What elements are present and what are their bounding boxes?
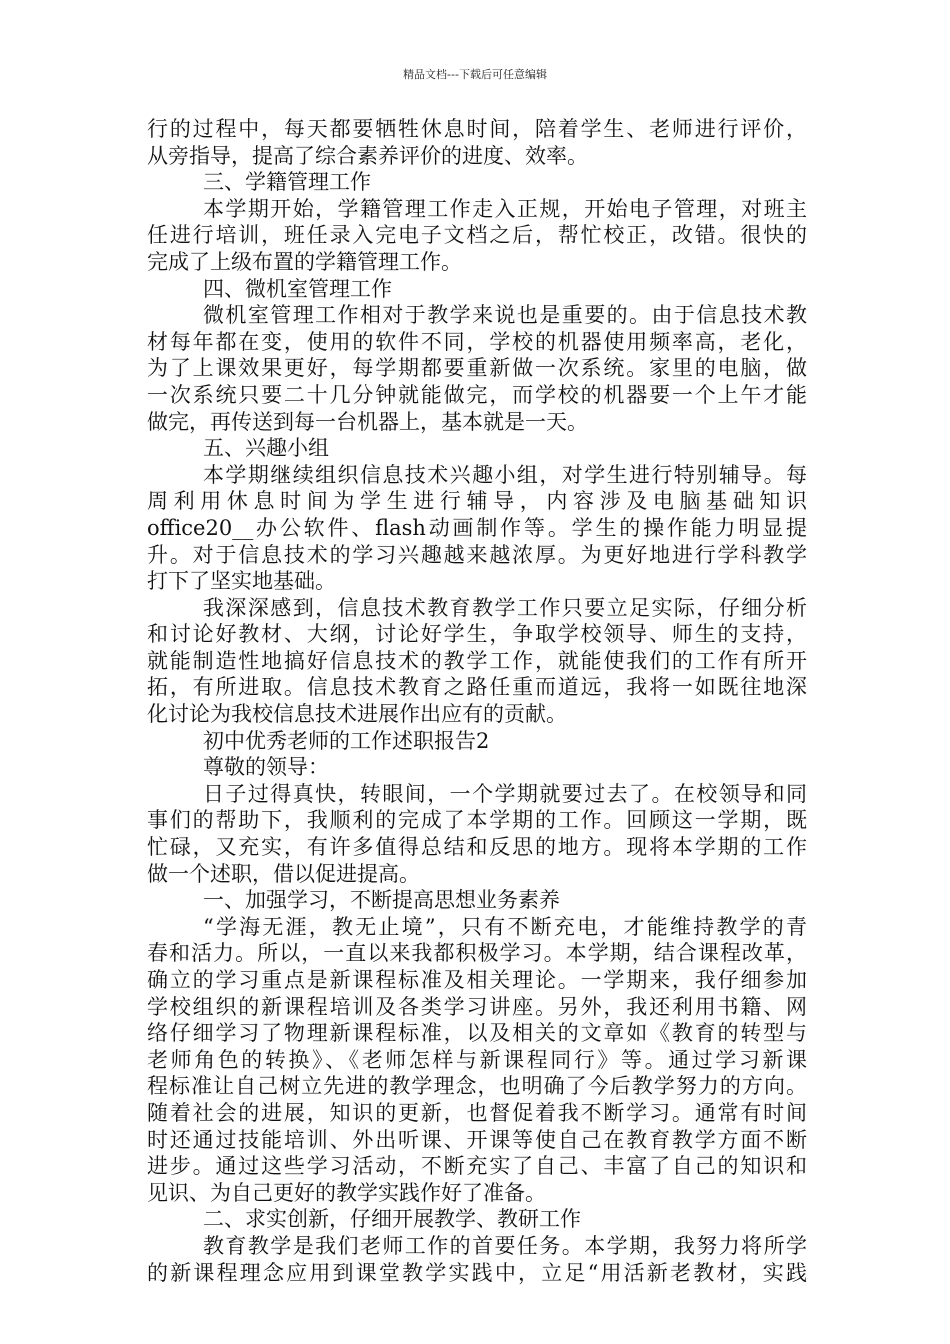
text-line: 拓，有所进取。信息技术教育之路任重而道远，我将一如既往地深 [147, 675, 807, 700]
text-line: 随着社会的进展，知识的更新，也督促着我不断学习。通常有时间 [147, 1100, 807, 1125]
text-line: 化讨论为我校信息技术进展作出应有的贡献。 [147, 702, 567, 727]
text-line: 老师角色的转换》、《老师怎样与新课程同行》等。通过学习新课 [147, 1047, 807, 1072]
text-line: 教育教学是我们老师工作的首要任务。本学期，我努力将所学 [203, 1233, 807, 1258]
text-line: 忙碌，又充实，有许多值得总结和反思的地方。现将本学期的工作 [147, 835, 807, 860]
text-line: 升。对于信息技术的学习兴趣越来越浓厚。为更好地进行学科教学 [147, 542, 807, 567]
text-line: 微机室管理工作相对于教学来说也是重要的。由于信息技术教 [203, 303, 807, 328]
text-line: 我深深感到，信息技术教育教学工作只要立足实际，仔细分析 [203, 595, 807, 620]
text-line: 材每年都在变，使用的软件不同，学校的机器使用频率高，老化， [147, 329, 807, 354]
text-line: 春和活力。所以，一直以来我都积极学习。本学期，结合课程改革， [147, 941, 807, 966]
text-line: 四、微机室管理工作 [203, 276, 392, 301]
text-line: 就能制造性地搞好信息技术的教学工作，就能使我们的工作有所开 [147, 648, 807, 673]
text-line: 打下了坚实地基础。 [147, 569, 336, 594]
text-line: 为了上课效果更好，每学期都要重新做一次系统。家里的电脑，做 [147, 356, 807, 381]
text-line: 行的过程中，每天都要牺牲休息时间，陪着学生、老师进行评价， [147, 117, 807, 141]
text-line: 尊敬的领导： [203, 755, 329, 780]
text-line: 三、学籍管理工作 [203, 170, 371, 195]
text-line: 做一个述职，借以促进提高。 [147, 861, 420, 886]
text-line: 本学期开始，学籍管理工作走入正规，开始电子管理，对班主 [203, 196, 807, 221]
text-line: 一、加强学习，不断提高思想业务素养 [203, 888, 560, 913]
text-line: 事们的帮助下，我顺利的完成了本学期的工作。回顾这一学期，既 [147, 808, 807, 833]
text-line: 学校组织的新课程培训及各类学习讲座。另外，我还利用书籍、网 [147, 994, 807, 1019]
text-line: 日子过得真快，转眼间，一个学期就要过去了。在校领导和同 [203, 781, 807, 806]
text-line: 周利用休息时间为学生进行辅导，内容涉及电脑基础知识 [147, 489, 807, 514]
text-line: 程标准让自己树立先进的教学理念，也明确了今后教学努力的方向。 [147, 1074, 807, 1099]
text-line: 五、兴趣小组 [203, 436, 329, 461]
text-line: 和讨论好教材、大纲，讨论好学生，争取学校领导、师生的支持， [147, 622, 807, 647]
text-line: 任进行培训，班任录入完电子文档之后，帮忙校正，改错。很快的 [147, 223, 807, 248]
text-line: 做完，再传送到每一台机器上，基本就是一天。 [147, 409, 588, 434]
text-line: office20__办公软件、flash动画制作等。学生的操作能力明显提 [147, 515, 807, 540]
text-line: 本学期继续组织信息技术兴趣小组，对学生进行特别辅导。每 [203, 462, 807, 487]
document-body [147, 116, 807, 1286]
text-line: 见识、为自己更好的教学实践作好了准备。 [147, 1180, 546, 1205]
text-line: 进步。通过这些学习活动，不断充实了自己、丰富了自己的知识和 [147, 1154, 807, 1179]
text-line: 络仔细学习了物理新课程标准，以及相关的文章如《教育的转型与 [147, 1021, 807, 1046]
text-line: 二、求实创新，仔细开展教学、教研工作 [203, 1207, 581, 1232]
text-line: 从旁指导，提高了综合素养评价的进度、效率。 [147, 143, 588, 168]
text-line: 初中优秀老师的工作述职报告2 [203, 728, 490, 753]
text-line: 确立的学习重点是新课程标准及相关理论。一学期来，我仔细参加 [147, 968, 807, 992]
text-line: “学海无涯，教无止境”，只有不断充电，才能维持教学的青 [203, 914, 807, 939]
text-line: 时还通过技能培训、外出听课、开课等使自己在教育教学方面不断 [147, 1127, 807, 1152]
text-line: 完成了上级布置的学籍管理工作。 [147, 249, 462, 274]
text-line: 一次系统只要二十几分钟就能做完，而学校的机器要一个上午才能 [147, 382, 807, 407]
text-line: 的新课程理念应用到课堂教学实践中，立足“用活新老教材，实践 [147, 1260, 807, 1285]
page-header: 精品文档---下载后可任意编辑 [403, 68, 547, 81]
